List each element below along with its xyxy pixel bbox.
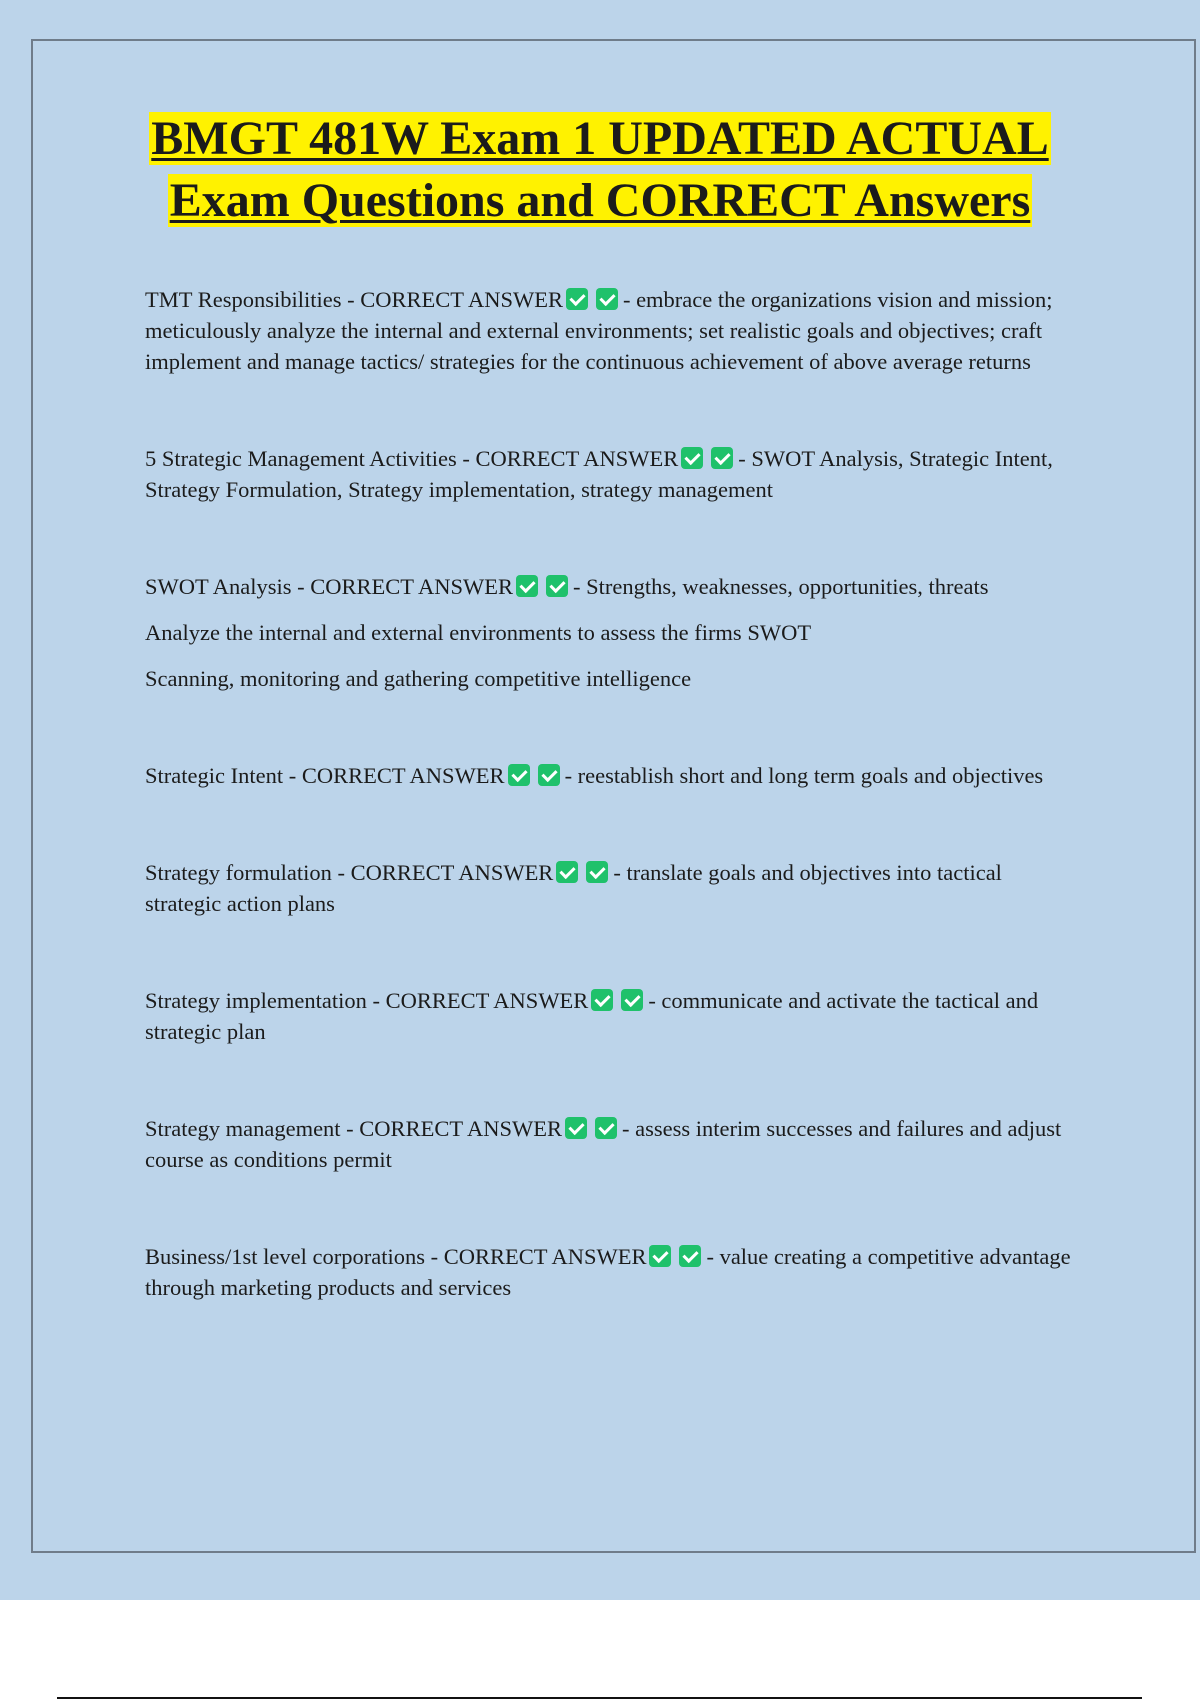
check-mark-icon: [538, 764, 560, 786]
qa-text: [145, 443, 1075, 505]
qa-extra-line: Scanning, monitoring and gathering competitive intelligence: [145, 666, 692, 691]
check-mark-icon: [566, 288, 588, 310]
qa-text: [145, 1241, 1075, 1303]
qa-term: Business/1st level corporations - CORRECT ANSWER: [145, 1244, 647, 1269]
footer-rule: [57, 1697, 1142, 1699]
qa-entry-tmt-responsibilities: [145, 284, 1075, 377]
qa-text: [145, 284, 1075, 377]
qa-term: Strategy implementation - CORRECT ANSWER: [145, 988, 589, 1013]
qa-list: [145, 284, 1075, 1369]
qa-term: Strategy management - CORRECT ANSWER: [145, 1116, 563, 1141]
check-mark-icon: [679, 1245, 701, 1267]
check-mark-icon: [516, 575, 538, 597]
check-mark-icon: [591, 989, 613, 1011]
qa-answer: - Strengths, weaknesses, opportunities, threats: [572, 574, 989, 599]
qa-text: [145, 1113, 1075, 1175]
check-mark-icon: [621, 989, 643, 1011]
check-mark-icon: [508, 764, 530, 786]
qa-term: TMT Responsibilities - CORRECT ANSWER: [145, 287, 563, 312]
qa-text: [145, 760, 1075, 791]
check-mark-icon: [556, 861, 578, 883]
qa-answer: - embrace the organizations vision and mission; meticulously analyze the internal and external environments; set realistic goals and objectives; craft implement and manage tactics/ strategies for the continuous achievement of above average returns: [145, 287, 1053, 374]
qa-entry-swot-analysis: [145, 571, 1075, 694]
qa-entry-strategic-management-activities: [145, 443, 1075, 505]
title-line-1: BMGT 481W Exam 1 UPDATED ACTUAL: [151, 112, 1049, 165]
qa-text: [145, 985, 1075, 1047]
check-mark-icon: [681, 447, 703, 469]
qa-text: [145, 571, 1075, 602]
check-mark-icon: [711, 447, 733, 469]
qa-term: 5 Strategic Management Activities - CORRECT ANSWER: [145, 446, 679, 471]
check-mark-icon: [649, 1245, 671, 1267]
qa-answer: - communicate and activate the tactical and strategic plan: [145, 988, 1039, 1044]
qa-term: SWOT Analysis - CORRECT ANSWER: [145, 574, 513, 599]
qa-entry-strategy-implementation: [145, 985, 1075, 1047]
document-title: [0, 108, 1200, 232]
qa-text: [145, 857, 1075, 919]
check-mark-icon: [595, 1117, 617, 1139]
qa-extra-line: Analyze the internal and external environments to assess the firms SWOT: [145, 620, 812, 645]
qa-answer: - value creating a competitive advantage through marketing products and services: [145, 1244, 1071, 1300]
qa-entry-strategy-management: [145, 1113, 1075, 1175]
qa-entry-business-level-corporations: [145, 1241, 1075, 1303]
check-mark-icon: [596, 288, 618, 310]
qa-entry-strategy-formulation: [145, 857, 1075, 919]
qa-term: Strategic Intent - CORRECT ANSWER: [145, 763, 505, 788]
qa-answer: - translate goals and objectives into tactical strategic action plans: [145, 860, 1002, 916]
qa-entry-strategic-intent: [145, 760, 1075, 791]
qa-answer: - SWOT Analysis, Strategic Intent, Strategy Formulation, Strategy implementation, strategy management: [145, 446, 1053, 502]
qa-answer: - reestablish short and long term goals and objectives: [564, 763, 1044, 788]
qa-term: Strategy formulation - CORRECT ANSWER: [145, 860, 554, 885]
qa-answer: - assess interim successes and failures and adjust course as conditions permit: [145, 1116, 1062, 1172]
check-mark-icon: [546, 575, 568, 597]
check-mark-icon: [586, 861, 608, 883]
check-mark-icon: [565, 1117, 587, 1139]
title-line-2: Exam Questions and CORRECT Answers: [169, 174, 1031, 227]
